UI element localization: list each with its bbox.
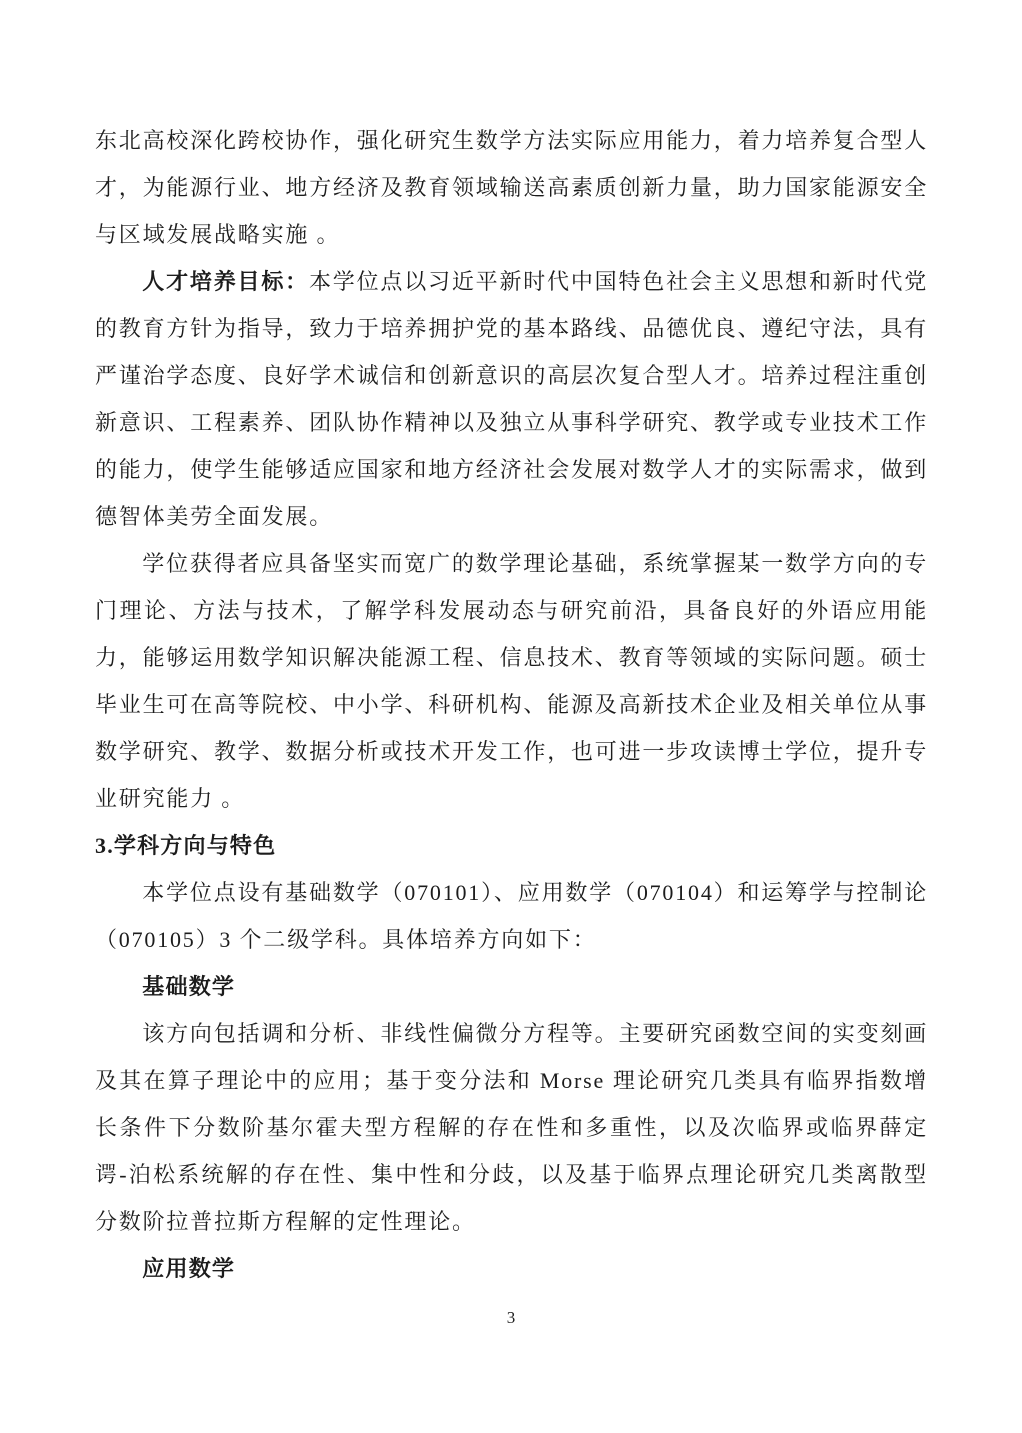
document-body [95,117,928,1292]
section-heading-disciplines: 3.学科方向与特色 [95,833,277,858]
training-goal-label: 人才培养目标： [142,269,309,294]
page-number: 3 [506,1308,516,1327]
paragraph-degree-holder: 学位获得者应具备坚实而宽广的数学理论基础，系统掌握某一数学方向的专门理论、方法与技术，了解学科发展动态与研究前沿，具备良好的外语应用能力，能够运用数学知识解决能源工程、信息技术、教育等领域的实际问题。硕士毕业生可在高等院校、中小学、科研机构、能源及高新技术企业及相关单位从事数学研究、教学、数据分析或技术开发工作，也可进一步攻读博士学位，提升专业研究能力 。 [95,551,929,811]
subheading-fundamental-math: 基础数学 [142,974,236,999]
training-goal-text: 本学位点以习近平新时代中国特色社会主义思想和新时代党的教育方针为指导，致力于培养拥护党的基本路线、品德优良、遵纪守法，具有严谨治学态度、良好学术诚信和创新意识的高层次复合型人才。培养过程注重创新意识、工程素养、团队协作精神以及独立从事科学研究、教学或专业技术工作的能力，使学生能够适应国家和地方经济社会发展对数学人才的实际需求，做到德智体美劳全面发展。 [95,269,929,529]
subheading-applied-math: 应用数学 [142,1256,236,1281]
paragraph-continuation: 东北高校深化跨校协作，强化研究生数学方法实际应用能力，着力培养复合型人才，为能源行业、地方经济及教育领域输送高素质创新力量，助力国家能源安全与区域发展战略实施 。 [95,128,929,247]
paragraph-training-goal [95,258,928,540]
paragraph-disciplines: 本学位点设有基础数学（070101）、应用数学（070104）和运筹学与控制论（070105）3 个二级学科。具体培养方向如下： [95,880,928,952]
paragraph-fundamental-math: 该方向包括调和分析、非线性偏微分方程等。主要研究函数空间的实变刻画及其在算子理论中的应用；基于变分法和 Morse 理论研究几类具有临界指数增长条件下分数阶基尔霍夫型方程解的存在性和多重性，以及次临界或临界薛定谔-泊松系统解的存在性、集中性和分歧，以及基于临界点理论研究几类离散型分数阶拉普拉斯方程解的定性理论。 [95,1021,928,1234]
